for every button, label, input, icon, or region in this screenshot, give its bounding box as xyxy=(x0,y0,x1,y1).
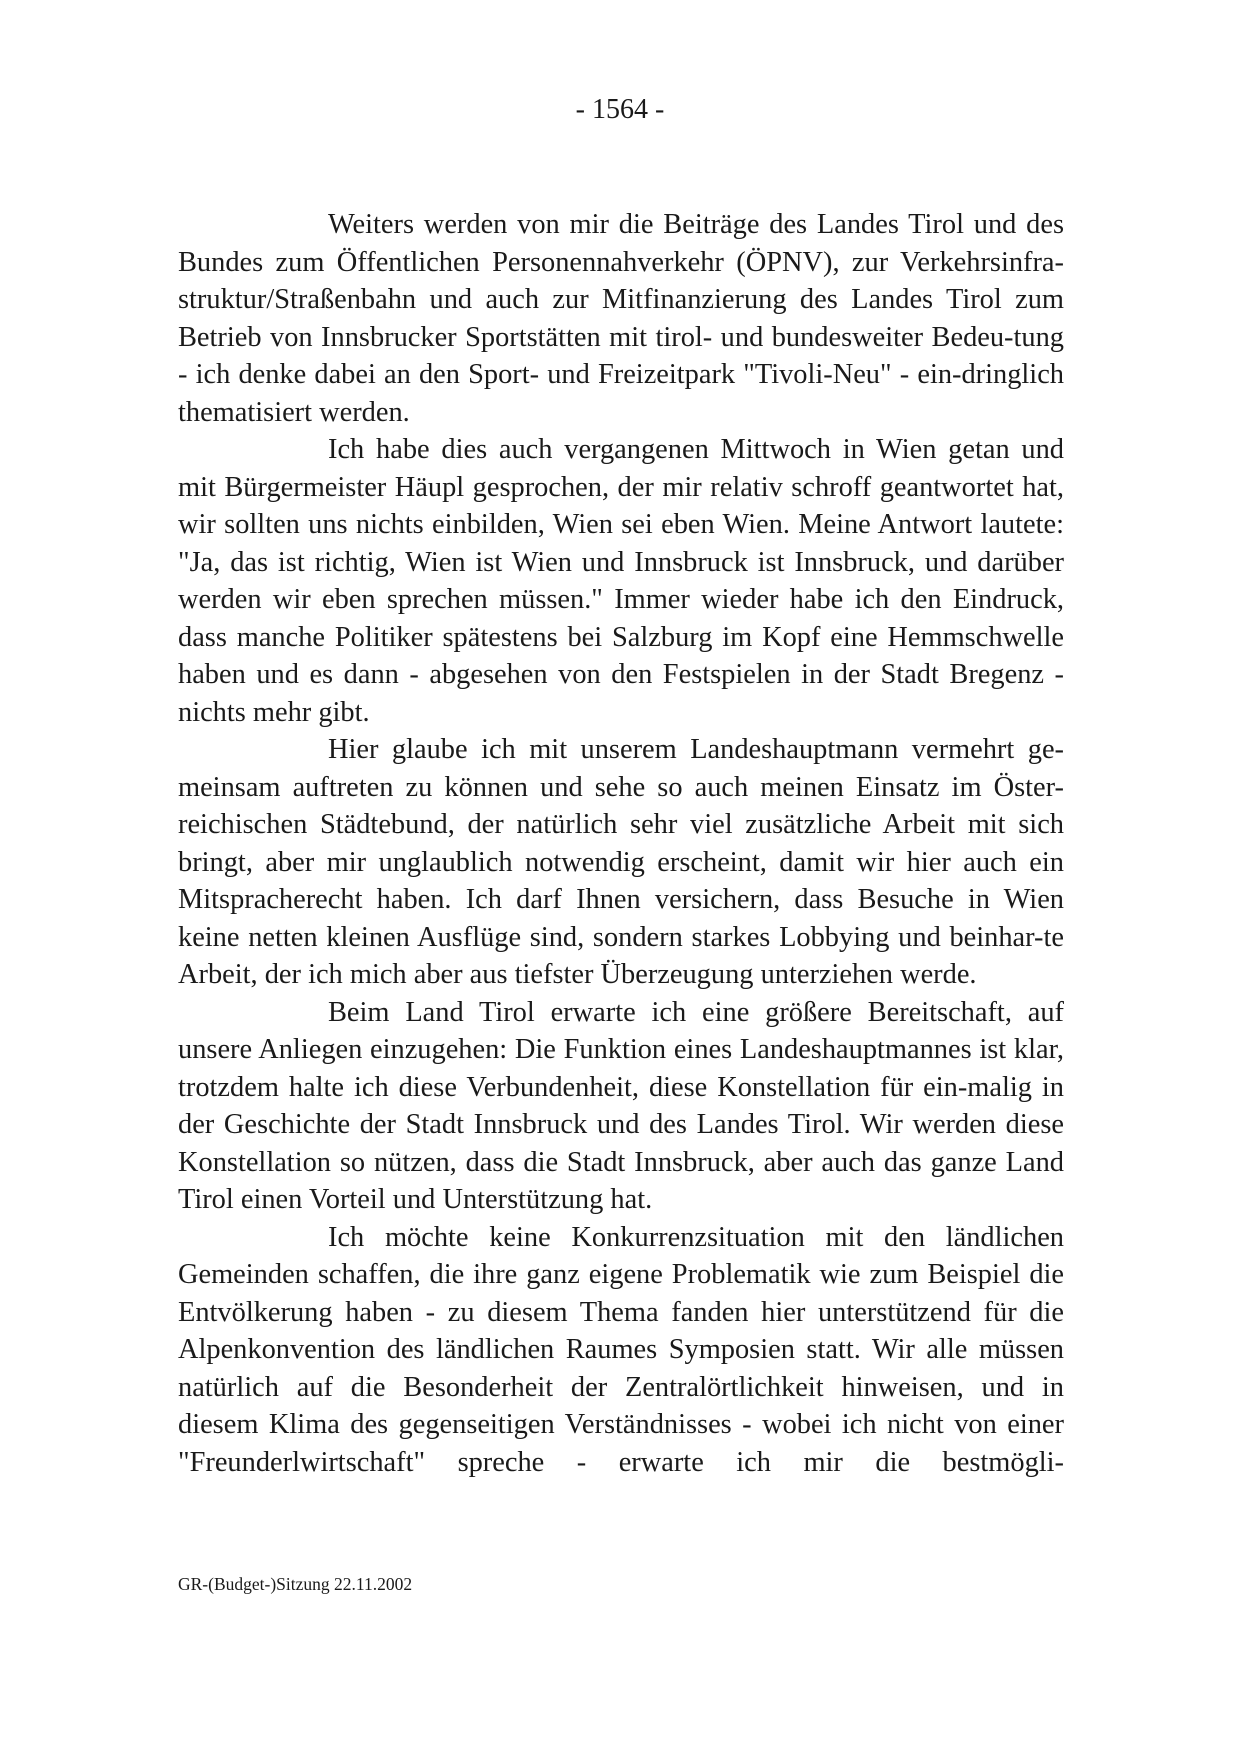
body-text xyxy=(178,206,1064,1481)
page-footer: GR-(Budget-)Sitzung 22.11.2002 xyxy=(178,1574,413,1594)
paragraph-5: Ich möchte keine Konkurrenzsituation mit den ländlichen Gemeinden schaffen, die ihre ganz eigene Problematik wie zum Beispiel die Entvölkerung haben - zu diesem Thema fanden hier unterstützend für die Alpenkonvention des ländlichen Raumes Symposien statt. Wir alle müssen natürlich auf die Besonderheit der Zentralörtlichkeit hinweisen, und in diesem Klima des gegenseitigen Verständnisses - wobei ich nicht von einer "Freunderlwirtschaft" spreche - erwarte ich mir die bestmögli- xyxy=(178,1221,1064,1478)
page-number: - 1564 - xyxy=(575,94,665,125)
paragraph-3: Hier glaube ich mit unserem Landeshauptmann vermehrt ge-meinsam auftreten zu können und sehe so auch meinen Einsatz im Öster-reichischen Städtebund, der natürlich sehr viel zusätzliche Arbeit mit sich bringt, aber mir unglaublich notwendig erscheint, damit wir hier auch ein Mitspracherecht haben. Ich darf Ihnen versichern, dass Besuche in Wien keine netten kleinen Ausflüge sind, sondern starkes Lobbying und beinhar-te Arbeit, der ich mich aber aus tiefster Überzeugung unterziehen werde. xyxy=(178,734,1064,990)
paragraph-4: Beim Land Tirol erwarte ich eine größere Bereitschaft, auf unsere Anliegen einzugehen: Die Funktion eines Landeshauptmannes ist klar, trotzdem halte ich diese Verbundenheit, diese Konstellation für ein-malig in der Geschichte der Stadt Innsbruck und des Landes Tirol. Wir werden diese Konstellation so nützen, dass die Stadt Innsbruck, aber auch das ganze Land Tirol einen Vorteil und Unterstützung hat. xyxy=(178,996,1064,1215)
paragraph-2: Ich habe dies auch vergangenen Mittwoch in Wien getan und mit Bürgermeister Häupl gesprochen, der mir relativ schroff geantwortet hat, wir sollten uns nichts einbilden, Wien sei eben Wien. Meine Antwort lautete: "Ja, das ist richtig, Wien ist Wien und Innsbruck ist Innsbruck, und darüber werden wir eben sprechen müssen." Immer wieder habe ich den Eindruck, dass manche Politiker spätestens bei Salzburg im Kopf eine Hemmschwelle haben und es dann - abgesehen von den Festspielen in der Stadt Bregenz - nichts mehr gibt. xyxy=(178,434,1064,728)
paragraph-1: Weiters werden von mir die Beiträge des Landes Tirol und des Bundes zum Öffentlichen Personennahverkehr (ÖPNV), zur Verkehrsinfra-struktur/Straßenbahn und auch zur Mitfinanzierung des Landes Tirol zum Betrieb von Innsbrucker Sportstätten mit tirol- und bundesweiter Bedeu-tung - ich denke dabei an den Sport- und Freizeitpark "Tivoli-Neu" - ein-dringlich thematisiert werden. xyxy=(178,209,1064,428)
